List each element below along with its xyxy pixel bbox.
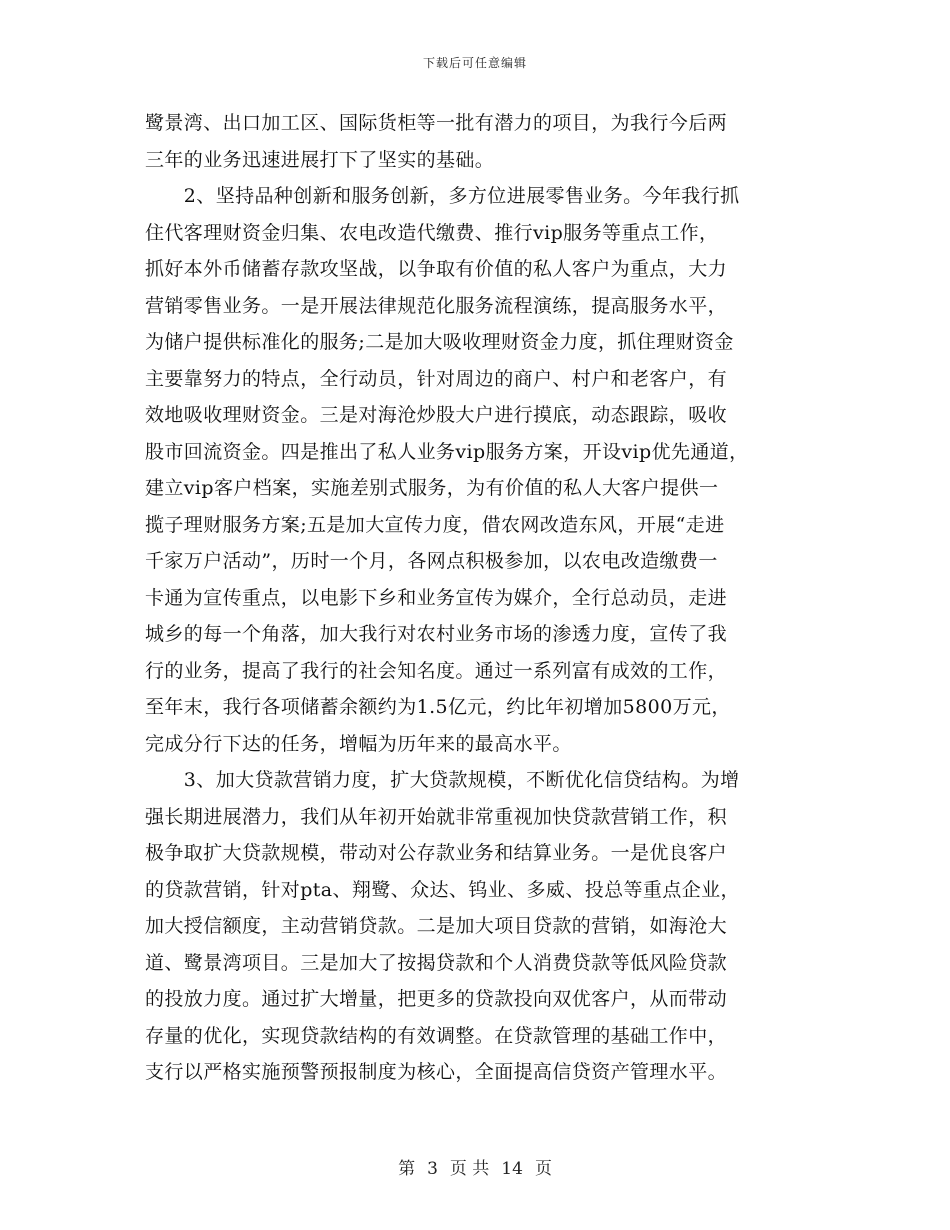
text-line: 鹭景湾、出口加工区、国际货柜等一批有潜力的项目，为我行今后两	[145, 112, 728, 134]
text-line: 揽子理财服务方案;五是加大宣传力度，借农网改造东风，开展“走进	[145, 513, 725, 536]
text-line: 加大授信额度，主动营销贷款。二是加大项目贷款的营销，如海沧大	[145, 915, 728, 937]
text-line: 支行以严格实施预警预报制度为核心，全面提高信贷资产管理水平。	[145, 1061, 728, 1083]
text-line: 股市回流资金。四是推出了私人业务vip服务方案，开设vip优先通道，	[145, 440, 749, 463]
page-footer	[0, 1154, 950, 1179]
text-line: 极争取扩大贷款规模，带动对公存款业务和结算业务。一是优良客户	[145, 842, 728, 864]
text-line: 为储户提供标准化的服务;二是加大吸收理财资金力度，抓住理财资金	[145, 331, 734, 353]
page-header-note: 下载后可任意编辑	[422, 56, 527, 70]
text-line: 的投放力度。通过扩大增量，把更多的贷款投向双优客户，从而带动	[145, 988, 728, 1010]
text-line: 城乡的每一个角落，加大我行对农村业务市场的渗透力度，宣传了我	[145, 623, 728, 645]
page-total-number: 14	[501, 1159, 523, 1179]
text-line: 至年末，我行各项储蓄余额约为1.5亿元，约比年初增加5800万元，	[145, 696, 731, 718]
text-line: 卡通为宣传重点，以电影下乡和业务宣传为媒介，全行总动员，走进	[145, 586, 728, 609]
document-body	[145, 105, 835, 1091]
page-footer-suffix: 页	[534, 1159, 552, 1179]
text-line: 的贷款营销，针对pta、翔鹭、众达、钨业、多威、投总等重点企业，	[145, 878, 740, 901]
text-line: 三年的业务迅速进展打下了坚实的基础。	[145, 148, 495, 171]
text-line: 2、坚持品种创新和服务创新，多方位进展零售业务。今年我行抓	[145, 185, 740, 207]
page-footer-middle: 页 共	[449, 1159, 490, 1179]
text-line: 抓好本外币储蓄存款攻坚战，以争取有价值的私人客户为重点，大力	[145, 258, 728, 280]
text-line: 千家万户活动”，历时一个月，各网点积极参加，以农电改造缴费一	[145, 550, 718, 572]
text-line: 行的业务，提高了我行的社会知名度。通过一系列富有成效的工作，	[145, 659, 728, 682]
text-line: 主要靠努力的特点，全行动员，针对周边的商户、村户和老客户，有	[145, 367, 728, 390]
text-line: 住代客理财资金归集、农电改造代缴费、推行vip服务等重点工作，	[145, 221, 719, 244]
page-footer-prefix: 第	[398, 1159, 416, 1179]
text-line: 存量的优化，实现贷款结构的有效调整。在贷款管理的基础工作中，	[145, 1024, 728, 1047]
text-line: 营销零售业务。一是开展法律规范化服务流程演练，提高服务水平，	[145, 294, 728, 317]
text-line: 道、鹭景湾项目。三是加大了按揭贷款和个人消费贷款等低风险贷款	[145, 951, 728, 974]
text-line: 效地吸收理财资金。三是对海沧炒股大户进行摸底，动态跟踪，吸收	[145, 404, 728, 426]
text-line: 3、加大贷款营销力度，扩大贷款规模，不断优化信贷结构。为增	[145, 769, 740, 791]
text-line: 完成分行下达的任务，增幅为历年来的最高水平。	[145, 732, 572, 755]
text-line: 建立vip客户档案，实施差别式服务，为有价值的私人大客户提供一	[145, 477, 719, 499]
page-current-number: 3	[427, 1159, 438, 1179]
text-line: 强长期进展潜力，我们从年初开始就非常重视加快贷款营销工作，积	[145, 805, 728, 828]
